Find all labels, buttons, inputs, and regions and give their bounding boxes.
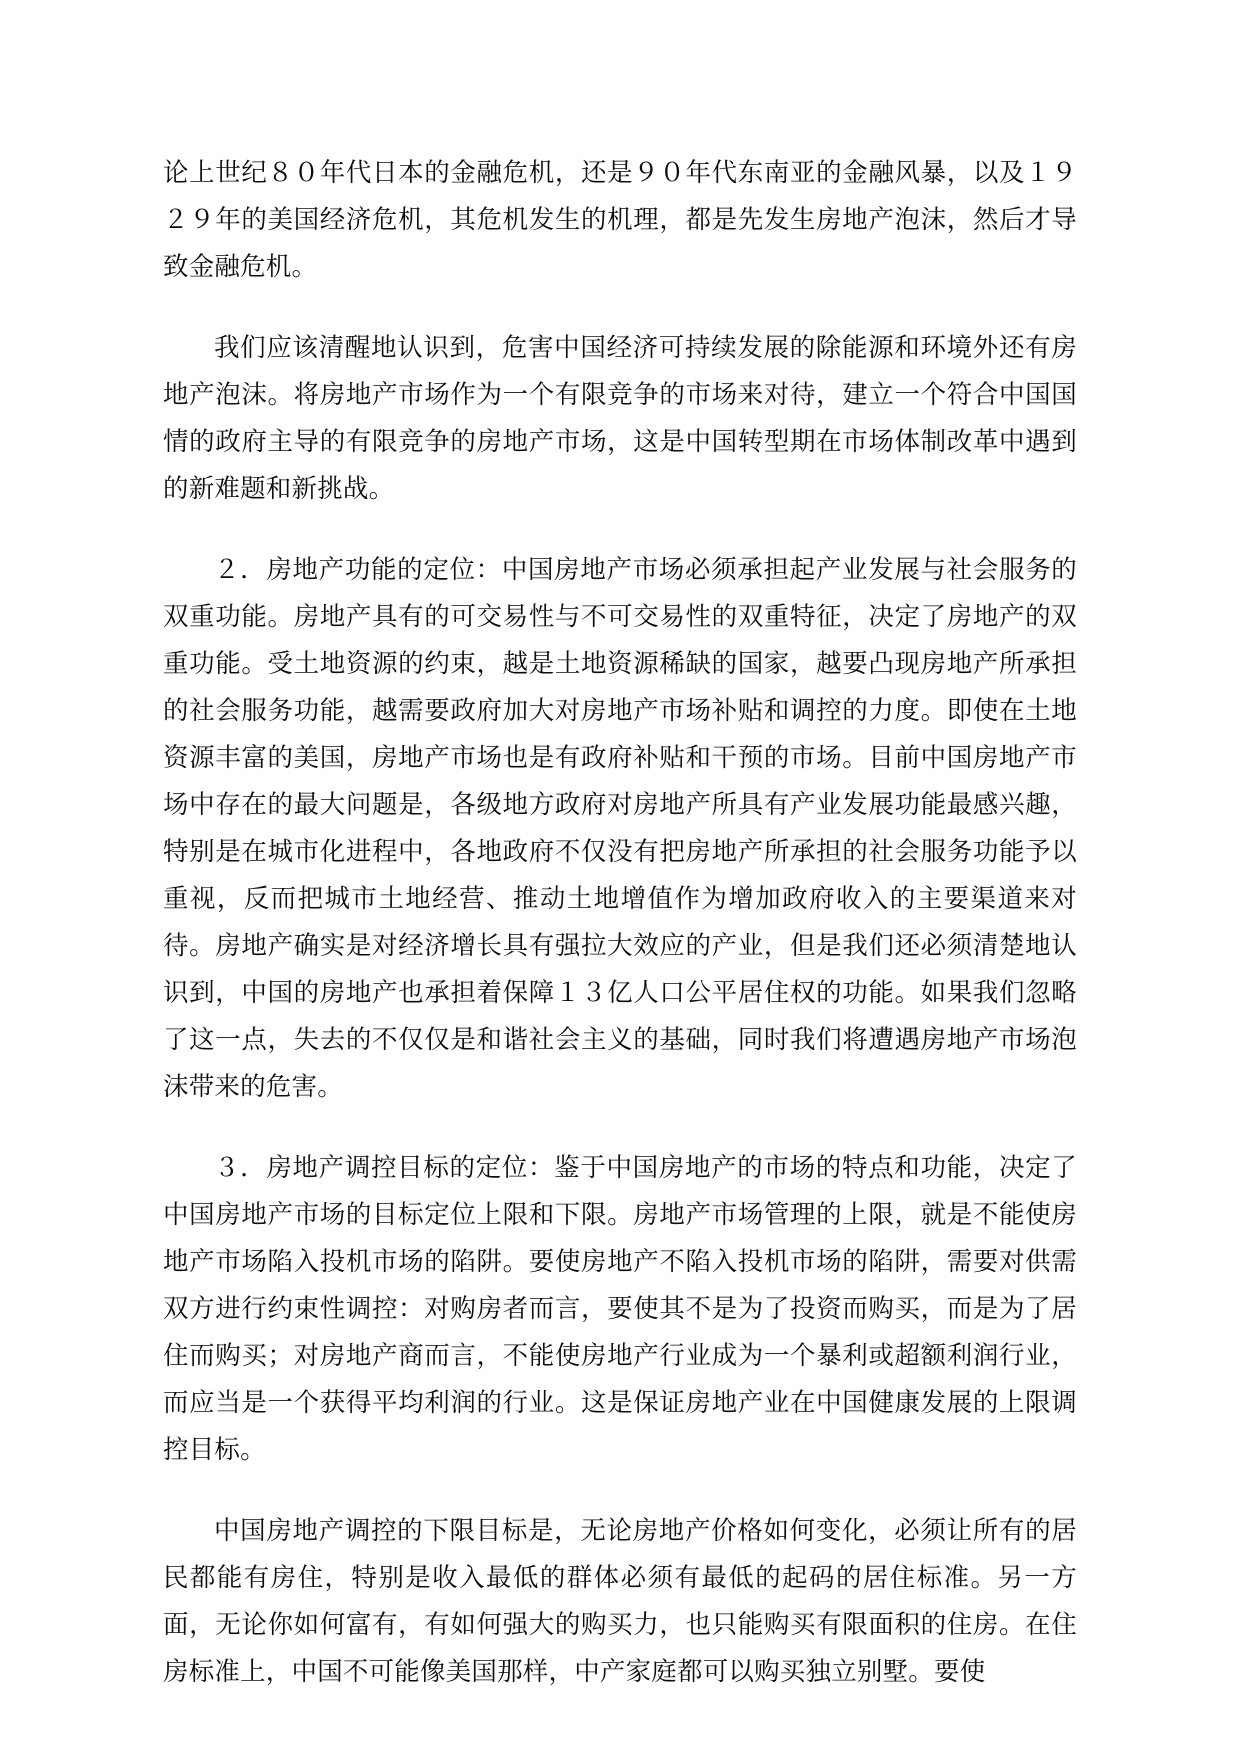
paragraph: 我们应该清醒地认识到，危害中国经济可持续发展的除能源和环境外还有房地产泡沫。将房地产市场作为一个有限竞争的市场来对待，建立一个符合中国国情的政府主导的有限竞争的房地产市场，这是中国转型期在市场体制改革中遇到的新难题和新挑战。 bbox=[163, 333, 1077, 504]
document-body bbox=[163, 150, 1077, 1696]
paragraph: 中国房地产调控的下限目标是，无论房地产价格如何变化，必须让所有的居民都能有房住，特别是收入最低的群体必须有最低的起码的居住标准。另一方面，无论你如何富有，有如何强大的购买力，也只能购买有限面积的住房。在住房标准上，中国不可能像美国那样，中产家庭都可以购买独立别墅。要使 bbox=[163, 1516, 1077, 1687]
paragraph: ３．房地产调控目标的定位：鉴于中国房地产的市场的特点和功能，决定了中国房地产市场的目标定位上限和下限。房地产市场管理的上限，就是不能使房地产市场陷入投机市场的陷阱。要使房地产不陷入投机市场的陷阱，需要对供需双方进行约束性调控：对购房者而言，要使其不是为了投资而购买，而是为了居住而购买；对房地产商而言，不能使房地产行业成为一个暴利或超额利润行业，而应当是一个获得平均利润的行业。这是保证房地产业在中国健康发展的上限调控目标。 bbox=[163, 1153, 1077, 1465]
paragraph: 论上世纪８０年代日本的金融危机，还是９０年代东南亚的金融风暴，以及１９２９年的美国经济危机，其危机发生的机理，都是先发生房地产泡沫，然后才导致金融危机。 bbox=[163, 158, 1077, 282]
paragraph: ２．房地产功能的定位：中国房地产市场必须承担起产业发展与社会服务的双重功能。房地产具有的可交易性与不可交易性的双重特征，决定了房地产的双重功能。受土地资源的约束，越是土地资源稀缺的国家，越要凸现房地产所承担的社会服务功能，越需要政府加大对房地产市场补贴和调控的力度。即使在土地资源丰富的美国，房地产市场也是有政府补贴和干预的市场。目前中国房地产市场中存在的最大问题是，各级地方政府对房地产所具有产业发展功能最感兴趣，特别是在城市化进程中，各地政府不仅没有把房地产所承担的社会服务功能予以重视，反而把城市土地经营、推动土地增值作为增加政府收入的主要渠道来对待。房地产确实是对经济增长具有强拉大效应的产业，但是我们还必须清楚地认识到，中国的房地产也承担着保障１３亿人口公平居住权的功能。如果我们忽略了这一点，失去的不仅仅是和谐社会主义的基础，同时我们将遭遇房地产市场泡沫带来的危害。 bbox=[163, 555, 1077, 1102]
